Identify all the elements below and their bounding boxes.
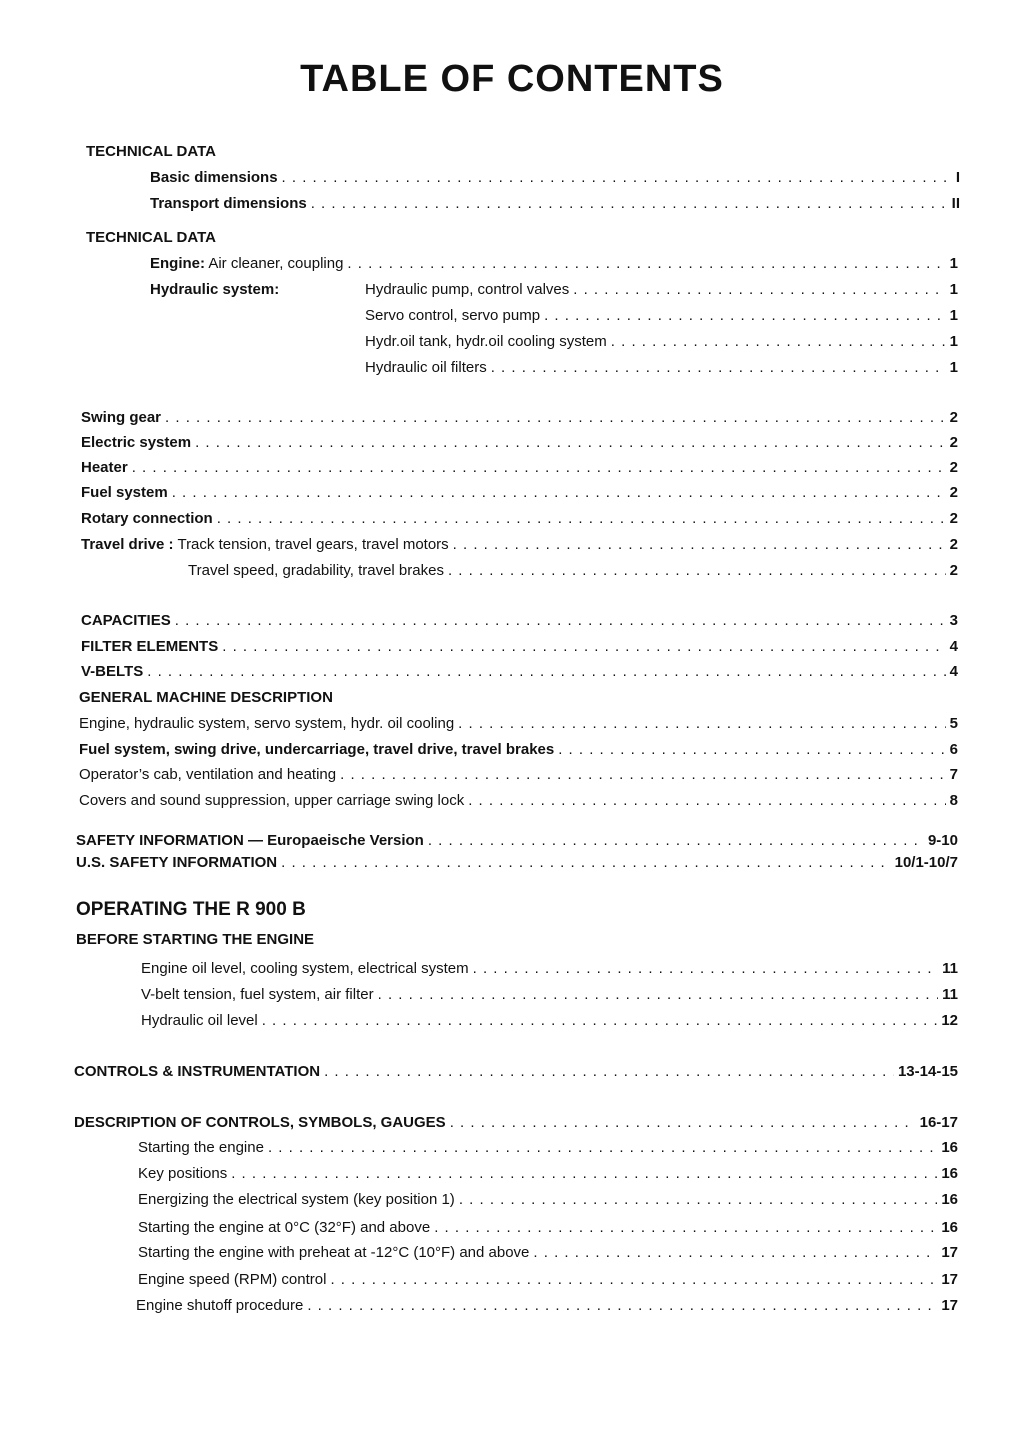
toc-entry-key-positions[interactable]: [138, 1164, 958, 1184]
toc-entry-label: [150, 254, 343, 274]
toc-entry-page: 1: [949, 333, 958, 350]
toc-entry-label: Starting the engine at 0°C (32°F) and above: [138, 1219, 431, 1236]
toc-entry-page: 2: [949, 484, 958, 501]
dot-leader: [573, 280, 945, 300]
toc-entry-page: 16: [941, 1165, 958, 1182]
page-title: TABLE OF CONTENTS: [300, 58, 724, 100]
toc-entry-page: 1: [949, 307, 958, 324]
dot-leader: [175, 611, 946, 631]
dot-leader: [533, 1243, 937, 1263]
toc-entry-engine[interactable]: [150, 254, 958, 274]
toc-entry-energizing-electrical[interactable]: [138, 1190, 958, 1210]
dot-leader: [217, 509, 946, 529]
dot-leader: [340, 765, 946, 785]
toc-entry-filter-elements[interactable]: [81, 637, 958, 657]
toc-entry-label: Fuel system, swing drive, undercarriage, travel drive, travel brakes: [79, 741, 555, 758]
dot-leader: [428, 831, 924, 851]
toc-entry-engine-oil-level[interactable]: [141, 959, 958, 979]
toc-entry-label: Fuel system: [81, 484, 168, 501]
dot-leader: [324, 1062, 894, 1082]
toc-entry-general-covers[interactable]: [79, 791, 958, 811]
toc-entry-page: 1: [949, 281, 958, 298]
toc-entry-page: 16-17: [919, 1114, 958, 1131]
toc-entry-label: Engine oil level, cooling system, electrical system: [141, 960, 469, 977]
toc-entry-label: Engine, hydraulic system, servo system, hydr. oil cooling: [79, 715, 455, 732]
toc-entry-page: 2: [949, 434, 958, 451]
dot-leader: [544, 306, 946, 326]
dot-leader: [448, 561, 946, 581]
toc-entry-label: Hydr.oil tank, hydr.oil cooling system: [365, 333, 607, 350]
toc-entry-page: 4: [949, 663, 958, 680]
toc-entry-travel-speed[interactable]: [188, 561, 958, 581]
toc-entry-page: 1: [949, 255, 958, 272]
toc-entry-label: U.S. SAFETY INFORMATION: [76, 854, 278, 871]
toc-entry-safety-us[interactable]: [76, 853, 958, 873]
toc-entry-general-fuel[interactable]: [79, 740, 958, 760]
toc-entry-capacities[interactable]: [81, 611, 958, 631]
toc-entry-page: 2: [949, 536, 958, 553]
dot-leader: [281, 853, 890, 873]
toc-entry-page: 16: [941, 1139, 958, 1156]
toc-entry-page: 8: [949, 792, 958, 809]
toc-entry-label: Key positions: [138, 1165, 228, 1182]
toc-entry-label: Heater: [81, 459, 128, 476]
toc-entry-travel-drive[interactable]: [81, 535, 958, 555]
dot-leader: [458, 714, 945, 734]
toc-entry-label: Servo control, servo pump: [365, 307, 541, 324]
toc-entry-label: Starting the engine with preheat at -12°C (10°F) and above: [138, 1244, 530, 1261]
toc-entry-label: Engine speed (RPM) control: [138, 1271, 327, 1288]
dot-leader: [558, 740, 945, 760]
toc-entry-page: 11: [942, 986, 958, 1003]
toc-entry-page: 3: [949, 612, 958, 629]
toc-entry-page: 2: [949, 409, 958, 426]
toc-entry-safety-eu[interactable]: [76, 831, 958, 851]
toc-entry-page: 16: [941, 1191, 958, 1208]
toc-entry-label: Energizing the electrical system (key position 1): [138, 1191, 455, 1208]
toc-entry-engine-shutoff[interactable]: [136, 1296, 958, 1316]
toc-entry-label: V-BELTS: [81, 663, 144, 680]
toc-entry-label-rest: Air cleaner, coupling: [205, 255, 344, 272]
toc-entry-page: 16: [941, 1219, 958, 1236]
dot-leader: [468, 791, 945, 811]
dot-leader: [262, 1011, 938, 1031]
toc-entry-page: 5: [949, 715, 958, 732]
dot-leader: [165, 408, 946, 428]
toc-entry-starting-0c[interactable]: [138, 1218, 958, 1238]
toc-entry-page: 2: [949, 510, 958, 527]
toc-entry-page: I: [955, 169, 960, 186]
toc-entry-description-of-controls[interactable]: [74, 1113, 958, 1133]
dot-leader: [268, 1138, 937, 1158]
toc-entry-fuel-system[interactable]: [81, 483, 958, 503]
toc-entry-basic-dimensions[interactable]: [150, 168, 960, 188]
toc-entry-label: Transport dimensions: [150, 195, 307, 212]
dot-leader: [491, 358, 946, 378]
section-heading-before-starting: BEFORE STARTING THE ENGINE: [76, 931, 315, 948]
dot-leader: [347, 254, 945, 274]
toc-entry-label: Electric system: [81, 434, 192, 451]
section-heading-operating: OPERATING THE R 900 B: [76, 899, 306, 920]
toc-entry-v-belts[interactable]: [81, 662, 958, 682]
toc-entry-label: CAPACITIES: [81, 612, 171, 629]
toc-entry-label-rest: Track tension, travel gears, travel motors: [173, 536, 449, 553]
dot-leader: [611, 332, 946, 352]
toc-entry-page: 2: [949, 562, 958, 579]
toc-entry-label: Hydraulic pump, control valves: [365, 281, 570, 298]
section-heading-technical-data-2: TECHNICAL DATA: [86, 229, 216, 246]
toc-entry-page: II: [951, 195, 960, 212]
toc-entry-hydraulic-oil-filters[interactable]: [365, 358, 958, 378]
toc-entry-heater[interactable]: [81, 458, 958, 478]
section-heading-technical-data-1: TECHNICAL DATA: [86, 143, 216, 160]
dot-leader: [282, 168, 952, 188]
dot-leader: [231, 1164, 937, 1184]
toc-entry-rotary-connection[interactable]: [81, 509, 958, 529]
toc-entry-starting-engine[interactable]: [138, 1138, 958, 1158]
toc-entry-starting-preheat[interactable]: [138, 1243, 958, 1263]
toc-entry-page: 17: [941, 1244, 958, 1261]
toc-entry-label: [81, 535, 449, 555]
toc-entry-hydr-oil-tank[interactable]: [365, 332, 958, 352]
toc-entry-page: 12: [941, 1012, 958, 1029]
toc-entry-swing-gear[interactable]: [81, 408, 958, 428]
dot-leader: [132, 458, 946, 478]
dot-leader: [450, 1113, 916, 1133]
toc-entry-servo-control[interactable]: [365, 306, 958, 326]
toc-entry-label-bold: Engine:: [150, 255, 205, 272]
toc-entry-label: DESCRIPTION OF CONTROLS, SYMBOLS, GAUGES: [74, 1114, 446, 1131]
toc-entry-label: Basic dimensions: [150, 169, 278, 186]
toc-entry-label: Rotary connection: [81, 510, 213, 527]
toc-entry-page: 10/1-10/7: [894, 854, 958, 871]
toc-entry-general-engine[interactable]: [79, 714, 958, 734]
dot-leader: [172, 483, 946, 503]
toc-entry-electric-system[interactable]: [81, 433, 958, 453]
toc-entry-page: 17: [941, 1271, 958, 1288]
toc-entry-page: 6: [949, 741, 958, 758]
dot-leader: [453, 535, 946, 555]
toc-entry-page: 1: [949, 359, 958, 376]
toc-entry-label: Engine shutoff procedure: [136, 1297, 304, 1314]
toc-entry-page: 7: [949, 766, 958, 783]
dot-leader: [195, 433, 946, 453]
toc-entry-hydraulic-oil-level[interactable]: [141, 1011, 958, 1031]
toc-entry-general-cab[interactable]: [79, 765, 958, 785]
toc-entry-label: Covers and sound suppression, upper carriage swing lock: [79, 792, 465, 809]
toc-entry-controls-instrumentation[interactable]: [74, 1062, 958, 1082]
toc-entry-label: FILTER ELEMENTS: [81, 638, 219, 655]
section-heading-general-machine-description: GENERAL MACHINE DESCRIPTION: [79, 689, 333, 706]
toc-entry-page: 4: [949, 638, 958, 655]
toc-entry-page: 11: [942, 960, 958, 977]
dot-leader: [307, 1296, 937, 1316]
toc-entry-hydraulic-pump[interactable]: [365, 280, 958, 300]
toc-entry-label: Operator’s cab, ventilation and heating: [79, 766, 337, 783]
dot-leader: [434, 1218, 937, 1238]
dot-leader: [473, 959, 939, 979]
toc-entry-label-bold: Travel drive :: [81, 536, 174, 553]
toc-entry-page: 13-14-15: [897, 1063, 958, 1080]
toc-entry-label: V-belt tension, fuel system, air filter: [141, 986, 374, 1003]
toc-entry-label: CONTROLS & INSTRUMENTATION: [74, 1063, 321, 1080]
toc-entry-transport-dimensions[interactable]: [150, 194, 960, 214]
dot-leader: [147, 662, 945, 682]
toc-entry-engine-speed[interactable]: [138, 1270, 958, 1290]
dot-leader: [222, 637, 945, 657]
toc-entry-label: Hydraulic oil filters: [365, 359, 487, 376]
toc-entry-page: 9-10: [927, 832, 958, 849]
toc-entry-label: Hydraulic oil level: [141, 1012, 258, 1029]
dot-leader: [378, 985, 939, 1005]
toc-entry-v-belt-tension[interactable]: [141, 985, 958, 1005]
toc-entry-page: 2: [949, 459, 958, 476]
toc-entry-page: 17: [941, 1297, 958, 1314]
dot-leader: [459, 1190, 938, 1210]
toc-entry-label: Swing gear: [81, 409, 162, 426]
dot-leader: [330, 1270, 937, 1290]
dot-leader: [311, 194, 948, 214]
toc-entry-label: SAFETY INFORMATION — Europaeische Version: [76, 832, 424, 849]
hydraulic-system-label: Hydraulic system:: [150, 281, 280, 298]
toc-entry-label: Starting the engine: [138, 1139, 264, 1156]
toc-entry-label: Travel speed, gradability, travel brakes: [188, 562, 444, 579]
